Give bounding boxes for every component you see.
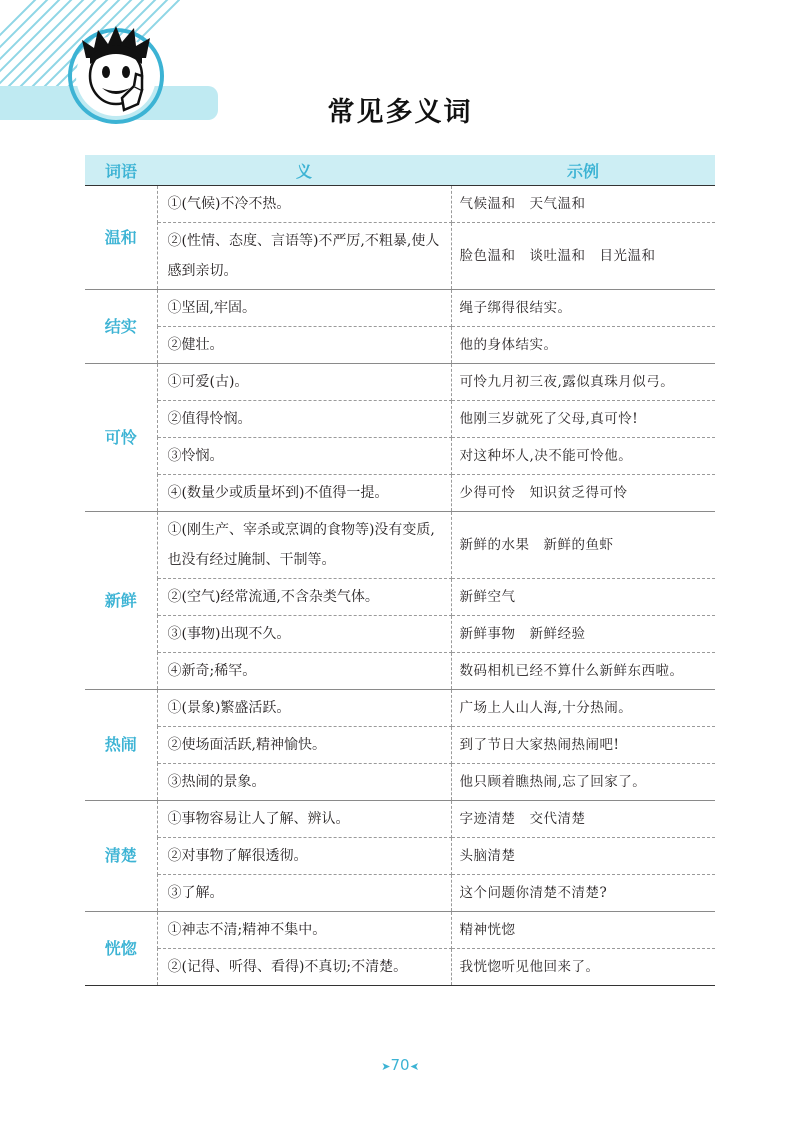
word-cell: 新鲜 [85, 512, 157, 690]
example-cell: 新鲜事物 新鲜经验 [451, 616, 715, 653]
table-row [85, 949, 715, 986]
meaning-cell: ①事物容易让人了解、辨认。 [157, 801, 451, 838]
meaning-cell: ②(性情、态度、言语等)不严厉,不粗暴,使人感到亲切。 [157, 223, 451, 290]
word-cell: 温和 [85, 186, 157, 290]
example-cell: 他的身体结实。 [451, 327, 715, 364]
example-cell: 精神恍惚 [451, 912, 715, 949]
meaning-cell: ③了解。 [157, 875, 451, 912]
table-row [85, 616, 715, 653]
table-row [85, 838, 715, 875]
table-row [85, 764, 715, 801]
meaning-cell: ②(记得、听得、看得)不真切;不清楚。 [157, 949, 451, 986]
word-cell: 恍惚 [85, 912, 157, 986]
column-header-word: 词语 [85, 155, 157, 186]
table-row [85, 223, 715, 290]
table-row [85, 438, 715, 475]
example-cell: 到了节日大家热闹热闹吧! [451, 727, 715, 764]
page-number-value: 70 [390, 1056, 410, 1074]
meaning-cell: ②对事物了解很透彻。 [157, 838, 451, 875]
example-cell: 数码相机已经不算什么新鲜东西啦。 [451, 653, 715, 690]
meaning-cell: ①(刚生产、宰杀或烹调的食物等)没有变质,也没有经过腌制、干制等。 [157, 512, 451, 579]
table-header-row [85, 155, 715, 186]
meaning-cell: ①可爱(古)。 [157, 364, 451, 401]
table-row [85, 512, 715, 579]
table-row [85, 727, 715, 764]
polysemous-words-table [85, 155, 715, 986]
example-cell: 我恍惚听见他回来了。 [451, 949, 715, 986]
right-arrow-icon: ➤ [381, 1060, 391, 1073]
table-row [85, 364, 715, 401]
example-cell: 广场上人山人海,十分热闹。 [451, 690, 715, 727]
meaning-cell: ①坚固,牢固。 [157, 290, 451, 327]
page-title: 常见多义词 [327, 97, 473, 128]
table-row [85, 690, 715, 727]
example-cell: 他只顾着瞧热闹,忘了回家了。 [451, 764, 715, 801]
example-cell: 绳子绑得很结实。 [451, 290, 715, 327]
meaning-cell: ②使场面活跃,精神愉快。 [157, 727, 451, 764]
example-cell: 对这种坏人,决不能可怜他。 [451, 438, 715, 475]
table-row [85, 579, 715, 616]
meaning-cell: ③热闹的景象。 [157, 764, 451, 801]
meaning-cell: ②(空气)经常流通,不含杂类气体。 [157, 579, 451, 616]
meaning-cell: ④新奇;稀罕。 [157, 653, 451, 690]
example-cell: 脸色温和 谈吐温和 目光温和 [451, 223, 715, 290]
example-cell: 新鲜空气 [451, 579, 715, 616]
table-row [85, 290, 715, 327]
word-cell: 热闹 [85, 690, 157, 801]
word-cell: 清楚 [85, 801, 157, 912]
meaning-cell: ②值得怜悯。 [157, 401, 451, 438]
page-number [0, 1056, 800, 1074]
example-cell: 他刚三岁就死了父母,真可怜! [451, 401, 715, 438]
column-header-meaning: 义 [157, 155, 451, 186]
column-header-example: 示例 [451, 155, 715, 186]
table-row [85, 327, 715, 364]
word-cell: 结实 [85, 290, 157, 364]
example-cell: 新鲜的水果 新鲜的鱼虾 [451, 512, 715, 579]
table-row [85, 401, 715, 438]
example-cell: 这个问题你清楚不清楚? [451, 875, 715, 912]
example-cell: 可怜九月初三夜,露似真珠月似弓。 [451, 364, 715, 401]
table-row [85, 875, 715, 912]
example-cell: 字迹清楚 交代清楚 [451, 801, 715, 838]
table-row [85, 912, 715, 949]
table-row [85, 475, 715, 512]
table-row [85, 186, 715, 223]
example-cell: 头脑清楚 [451, 838, 715, 875]
meaning-cell: ①(景象)繁盛活跃。 [157, 690, 451, 727]
example-cell: 少得可怜 知识贫乏得可怜 [451, 475, 715, 512]
table-row [85, 801, 715, 838]
meaning-cell: ③怜悯。 [157, 438, 451, 475]
meaning-cell: ①神志不清;精神不集中。 [157, 912, 451, 949]
table-row [85, 653, 715, 690]
left-arrow-icon: ➤ [409, 1060, 419, 1073]
meaning-cell: ①(气候)不冷不热。 [157, 186, 451, 223]
example-cell: 气候温和 天气温和 [451, 186, 715, 223]
meaning-cell: ③(事物)出现不久。 [157, 616, 451, 653]
word-cell: 可怜 [85, 364, 157, 512]
meaning-cell: ④(数量少或质量坏到)不值得一提。 [157, 475, 451, 512]
meaning-cell: ②健壮。 [157, 327, 451, 364]
